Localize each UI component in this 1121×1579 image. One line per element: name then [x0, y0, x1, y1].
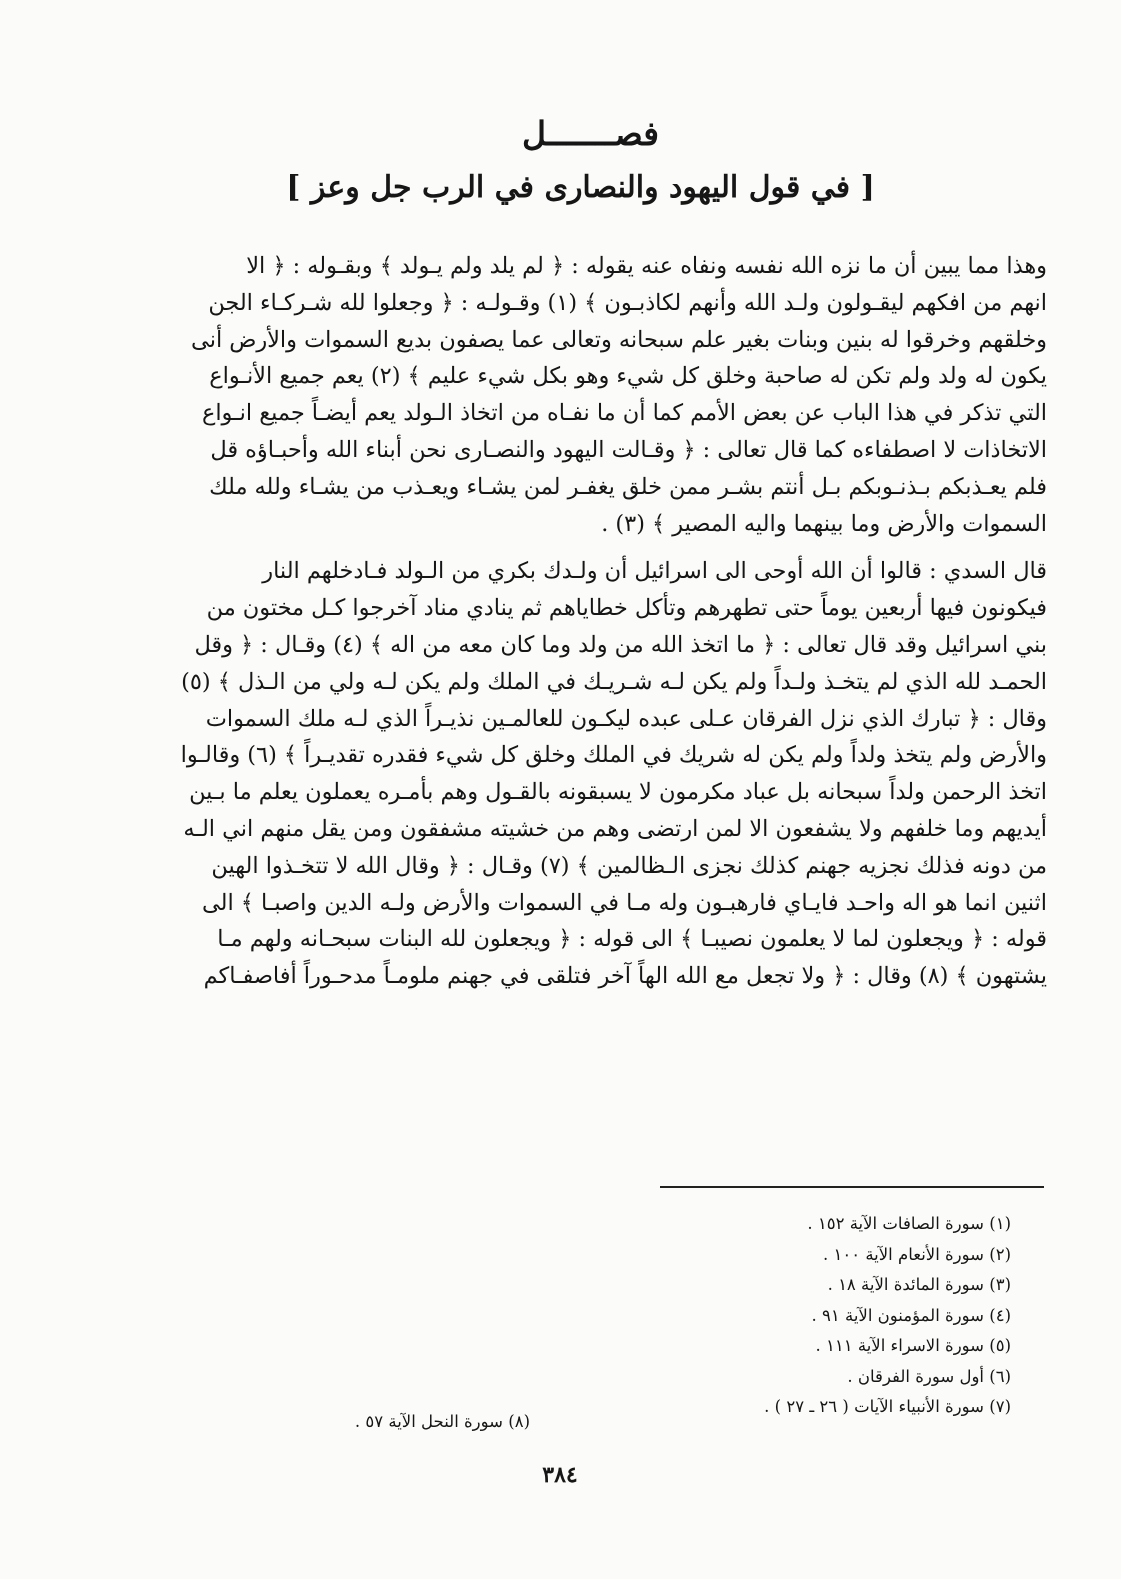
text-line: يكون له ولد ولم تكن له صاحبة وخلق كل شيء وهو بكل شيء عليم ﴾ (٢) يعم جميع الأنـواع — [209, 363, 1047, 390]
footnote-8: (٨) سورة النحل الآية ٥٧ . — [354, 1412, 530, 1431]
text-line: اتخذ الرحمن ولداً سبحانه بل عباد مكرمون لا يسبقونه بالقـول وهم بأمـره يعملون يعلم ما بـين — [189, 779, 1047, 806]
footnote-2: (٢) سورة الأنعام الآية ١٠٠ . — [822, 1244, 1011, 1264]
section-subtitle: [ في قول اليهود والنصارى في الرب جل وعز ] — [286, 170, 875, 205]
footnote-3: (٣) سورة المائدة الآية ١٨ . — [827, 1275, 1011, 1294]
main-text — [68, 248, 1047, 995]
text-line: أيديهم وما خلفهم ولا يشفعون الا لمن ارتضى وهم من خشيته مشفقون ومن يقل منهم اني الـه — [183, 815, 1047, 842]
text-line: الاتخاذات لا اصطفاءه كما قال تعالى : ﴿ وقـالت اليهود والنصـارى نحن أبناء الله وأحبـاؤه قل — [210, 436, 1047, 463]
text-line: بني اسرائيل وقد قال تعالى : ﴿ ما اتخذ الله من ولد وما كان معه من اله ﴾ (٤) وقـال : ﴿ وقل — [194, 631, 1047, 658]
text-line: الحمـد لله الذي لم يتخـذ ولـداً ولم يكن لـه شـريـك في الملك ولم يكن لـه ولي من الـذل ﴾ (٥) — [181, 668, 1047, 695]
text-line: قوله : ﴿ ويجعلون لما لا يعلمون نصيبـا ﴾ الى قوله : ﴿ ويجعلون لله البنات سبحـانه ولهم مـا — [217, 926, 1047, 953]
text-line: قال السدي : قالوا أن الله أوحى الى اسرائيل أن ولـدك بكري من الـولد فـادخلهم النار — [262, 558, 1047, 585]
paragraph-2 — [68, 553, 1047, 995]
page-number: ٣٨٤ — [542, 1462, 578, 1488]
paragraph-1 — [68, 248, 1047, 542]
text-line: انهم من افكهم ليقـولون ولـد الله وأنهم لكاذبـون ﴾ (١) وقـولـه : ﴿ وجعلوا لله شـركـاء الجن — [208, 289, 1047, 316]
footnote-7: (٧) سورة الأنبياء الآيات ( ٢٦ ـ ٢٧ ) . — [764, 1397, 1011, 1416]
footnote-1: (١) سورة الصافات الآية ١٥٢ . — [807, 1214, 1011, 1233]
text-line: وخلقهم وخرقوا له بنين وبنات بغير علم سبحانه وتعالى عما يصفون بديع السموات والأرض أنى — [191, 326, 1047, 353]
text-line: وهذا مما يبين أن ما نزه الله نفسه ونفاه عنه يقوله : ﴿ لم يلد ولم يـولد ﴾ وبقـوله : ﴿ الا — [246, 253, 1047, 279]
text-line: السموات والأرض وما بينهما واليه المصير ﴾ (٣) . — [601, 510, 1047, 537]
text-line: اثنين انما هو اله واحـد فايـاي فارهبـون وله مـا في السموات والأرض ولـه الدين واصبـا ﴾ الى — [201, 889, 1047, 916]
text-line: وقال : ﴿ تبارك الذي نزل الفرقان عـلى عبده ليكـون للعالمـين نذيـراً الذي لـه ملك السموات — [205, 705, 1047, 732]
text-line: من دونه فذلك نجزيه جهنم كذلك نجزى الـظالمين ﴾ (٧) وقـال : ﴿ وقال الله لا تتخـذوا الهين — [211, 852, 1047, 879]
section-title: فصـــــــل — [521, 114, 660, 153]
text-line: فلم يعـذبكم بـذنـوبكم بـل أنتم بشـر ممن خلق يغفـر لمن يشـاء ويعـذب من يشـاء ولله ملك — [209, 473, 1047, 500]
text-line: والأرض ولم يتخذ ولداً ولم يكن له شريك في الملك وخلق كل شيء فقدره تقديـراً ﴾ (٦) وقالـوا — [180, 742, 1047, 769]
text-line: التي تذكر في هذا الباب عن بعض الأمم كما أن ما نفـاه من اتخاذ الـولد يعم أيضـاً جميع انـواع — [201, 400, 1047, 427]
footnote-divider — [660, 1186, 1044, 1188]
footnotes — [660, 1209, 1011, 1423]
text-line: فيكونون فيها أربعين يوماً حتى تطهرهم وتأكل خطاياهم ثم ينادي مناد آخرجوا كـل مختون من — [206, 595, 1047, 622]
text-line: يشتهون ﴾ (٨) وقال : ﴿ ولا تجعل مع الله الهاً آخر فتلقى في جهنم ملومـاً مدحـوراً أفاصفـاكم — [203, 963, 1047, 990]
footnote-6: (٦) أول سورة الفرقان . — [847, 1366, 1011, 1386]
footnote-5: (٥) سورة الاسراء الآية ١١١ . — [815, 1336, 1011, 1355]
chapter-heading — [0, 112, 1121, 214]
footnote-4: (٤) سورة المؤمنون الآية ٩١ . — [811, 1305, 1011, 1325]
